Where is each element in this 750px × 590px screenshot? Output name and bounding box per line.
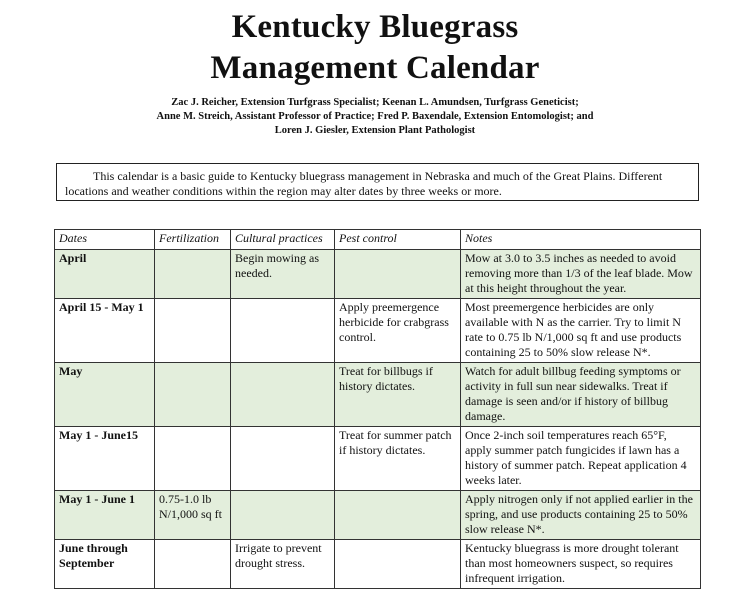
- header-fertilization: Fertilization: [155, 230, 231, 250]
- cell-date: April: [55, 250, 155, 299]
- cell-date: May 1 - June15: [55, 427, 155, 491]
- cell-pest: Treat for billbugs if history dictates.: [335, 363, 461, 427]
- cell-notes: Most preemergence herbicides are only available with N as the carrier. Try to limit N rate to 0.75 lb N/1,000 sq ft and use products containing 25 to 50% slow release N*.: [461, 299, 701, 363]
- table-header-row: [55, 230, 701, 250]
- table-row: [55, 540, 701, 589]
- cell-date: May: [55, 363, 155, 427]
- cell-cultural: [231, 427, 335, 491]
- cell-notes: Mow at 3.0 to 3.5 inches as needed to avoid removing more than 1/3 of the leaf blade. Mow at this height throughout the year.: [461, 250, 701, 299]
- header-pest-control: Pest control: [335, 230, 461, 250]
- page-title: [0, 0, 750, 89]
- cell-fertilization: [155, 363, 231, 427]
- cell-notes: Apply nitrogen only if not applied earlier in the spring, and use products containing 25 to 50% slow release N*.: [461, 491, 701, 540]
- cell-date: June through September: [55, 540, 155, 589]
- title-line-2: Management Calendar: [210, 50, 540, 86]
- title-line-1: Kentucky Bluegrass: [231, 9, 519, 45]
- document-header: [0, 0, 750, 138]
- table-row: [55, 491, 701, 540]
- authors-line-3: Loren J. Giesler, Extension Plant Pathologist: [274, 125, 476, 136]
- cell-cultural: [231, 491, 335, 540]
- cell-fertilization: [155, 540, 231, 589]
- cell-notes: Watch for adult billbug feeding symptoms or activity in full sun near sidewalks. Treat if damage is seen and/or if history of billbug damage.: [461, 363, 701, 427]
- table-row: [55, 427, 701, 491]
- table-body: [55, 250, 701, 589]
- management-calendar-table: [54, 229, 701, 589]
- cell-cultural: Begin mowing as needed.: [231, 250, 335, 299]
- authors-line-2: Anne M. Streich, Assistant Professor of Practice; Fred P. Baxendale, Extension Entomologist; and: [156, 111, 594, 122]
- cell-date: April 15 - May 1: [55, 299, 155, 363]
- cell-date: May 1 - June 1: [55, 491, 155, 540]
- authors-line-1: Zac J. Reicher, Extension Turfgrass Specialist; Keenan L. Amundsen, Turfgrass Geneticist;: [171, 97, 579, 108]
- cell-pest: Treat for summer patch if history dictates.: [335, 427, 461, 491]
- cell-fertilization: 0.75-1.0 lb N/1,000 sq ft: [155, 491, 231, 540]
- cell-pest: [335, 540, 461, 589]
- cell-fertilization: [155, 250, 231, 299]
- table-row: [55, 363, 701, 427]
- cell-pest: Apply preemergence herbicide for crabgrass control.: [335, 299, 461, 363]
- header-notes: Notes: [461, 230, 701, 250]
- intro-box: [56, 163, 699, 201]
- table-row: [55, 299, 701, 363]
- cell-notes: Once 2-inch soil temperatures reach 65°F, apply summer patch fungicides if lawn has a history of summer patch. Repeat application 4 weeks later.: [461, 427, 701, 491]
- header-cultural-practices: Cultural practices: [231, 230, 335, 250]
- author-list: [0, 96, 750, 138]
- cell-pest: [335, 250, 461, 299]
- cell-fertilization: [155, 299, 231, 363]
- intro-text: This calendar is a basic guide to Kentucky bluegrass management in Nebraska and much of the Great Plains. Different locations and weather conditions within the region may alter dates by three weeks or more.: [65, 169, 663, 198]
- cell-cultural: Irrigate to prevent drought stress.: [231, 540, 335, 589]
- cell-cultural: [231, 363, 335, 427]
- cell-notes: Kentucky bluegrass is more drought tolerant than most homeowners suspect, so requires infrequent irrigation.: [461, 540, 701, 589]
- table-row: [55, 250, 701, 299]
- header-dates: Dates: [55, 230, 155, 250]
- cell-cultural: [231, 299, 335, 363]
- cell-fertilization: [155, 427, 231, 491]
- cell-pest: [335, 491, 461, 540]
